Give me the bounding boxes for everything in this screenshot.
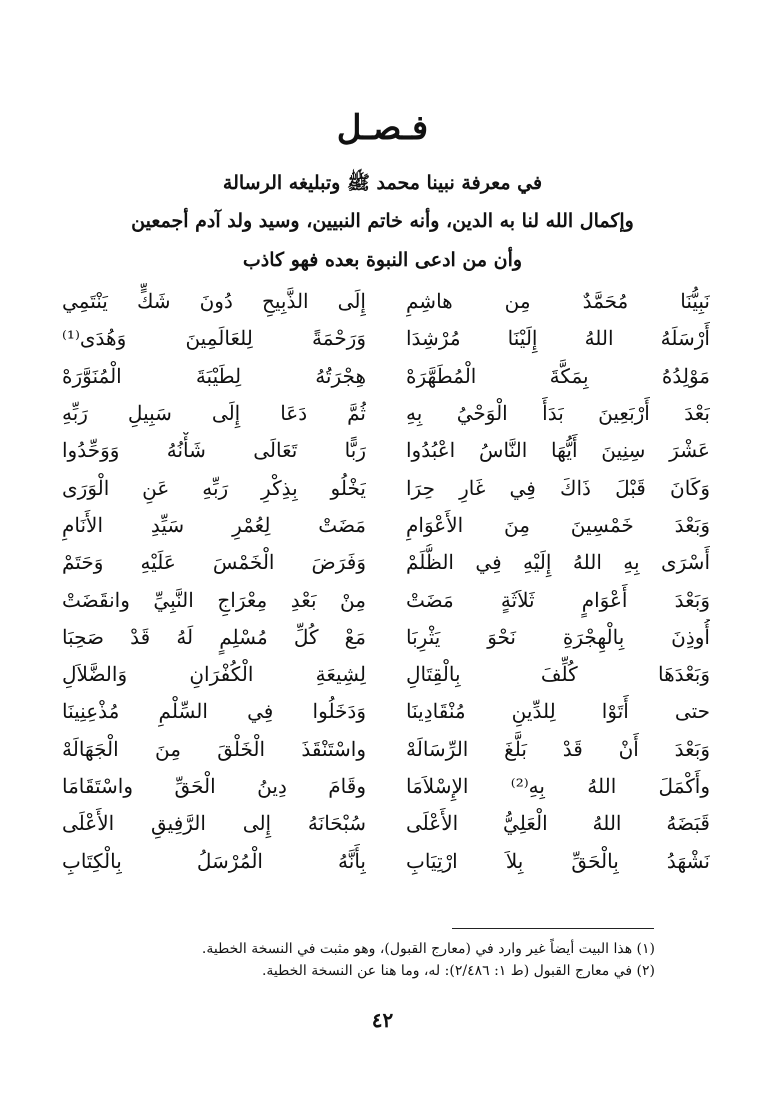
verse-row	[62, 731, 710, 768]
second-hemistich: وَفَرَضَ الْخَمْسَ عَلَيْهِ وَحَتَمْ	[62, 550, 366, 575]
second-hemistich: وقَامَ دِينُ الْحَقِّ واسْتَقَامَا	[62, 774, 366, 798]
first-hemistich: حتى أَتَوْا لِلدِّينِ مُنْقَادِينَا	[406, 699, 710, 724]
second-hemistich: يَخْلُو بِذِكْرِ رَبِّهِ عَنِ الْوَرَى	[62, 475, 366, 500]
first-hemistich: أَسْرَى بِهِ اللهُ إِلَيْهِ فِي الظُّلَمْ	[406, 550, 710, 575]
poem-verses	[62, 283, 710, 880]
first-hemistich: وَبَعْدَ أَعْوَامٍ ثَلاَثَةٍ مَضَتْ	[406, 587, 710, 612]
verse-row	[62, 507, 710, 544]
second-hemistich: وَرَحْمَةً لِلعَالَمِينَ وَهُدَى⁽¹⁾	[62, 326, 366, 351]
page-number: ٤٢	[371, 1008, 394, 1032]
first-hemistich: نَبِيُّنَا مُحَمَّدٌ مِن هاشِمِ	[406, 289, 710, 314]
second-hemistich: بِأَنَّهُ الْمُرْسَلُ بِالْكِتَابِ	[62, 848, 366, 873]
verse-row	[62, 395, 710, 432]
verse-row	[62, 656, 710, 693]
first-hemistich: وأَكْمَلَ اللهُ بِهِ⁽²⁾ الإِسْلاَمَا	[406, 774, 710, 798]
second-hemistich: وَدَخَلُوا فِي السِّلْمِ مُذْعِنِينَا	[62, 699, 366, 724]
first-hemistich: أَرْسَلَهُ اللهُ إِلَيْنَا مُرْشِدَا	[406, 326, 710, 351]
verse-row	[62, 283, 710, 320]
second-hemistich: مَضَتْ لِعُمْرِ سَيِّدِ الأَنَامِ	[62, 512, 366, 537]
second-hemistich: واسْتَنْقَذَ الْخَلْقَ مِنَ الْجَهَالَهْ	[62, 736, 366, 761]
second-hemistich: إِلَى الذَّبِيحِ دُونَ شَكٍّ يَنْتَمِي	[62, 289, 366, 314]
footnotes	[100, 938, 655, 982]
chapter-heading: فـصـل	[336, 108, 429, 148]
second-hemistich: هِجْرَتُهُ لِطَيْبَةَ الْمُنَوَّرَهْ	[62, 363, 366, 388]
verse-row	[62, 358, 710, 395]
second-hemistich: سُبْحَانَهُ إِلى الرَّفِيقِ الأَعْلَى	[62, 811, 366, 836]
subtitle-line-1: في معرفة نبينا محمد ﷺ وتبليغه الرسالة	[222, 172, 543, 194]
verse-row	[62, 432, 710, 469]
second-hemistich: مِنْ بَعْدِ مِعْرَاجِ النَّبِيِّ وانقَضَتْ	[62, 587, 366, 612]
verse-row	[62, 768, 710, 805]
first-hemistich: مَوْلِدُهُ بِمَكَّةَ الْمُطَهَّرَهْ	[406, 363, 710, 388]
verse-row	[62, 469, 710, 506]
first-hemistich: وَكَانَ قَبْلَ ذَاكَ فِي غَارِ حِرَا	[406, 475, 710, 500]
verse-row	[62, 581, 710, 618]
verse-row	[62, 842, 710, 879]
subtitle-line-2: وإكمال الله لنا به الدين، وأنه خاتم النبيين، وسيد ولد آدم أجمعين	[131, 210, 634, 232]
first-hemistich: وَبَعْدَ خَمْسِينَ مِنَ الأَعْوَامِ	[406, 512, 710, 537]
first-hemistich: بَعْدَ أَرْبَعِينَ بَدَأَ الْوَحْيُ بِهِ	[406, 401, 710, 426]
second-hemistich: رَبًّا تَعَالَى شَأْنُهُ وَوَحِّدُوا	[62, 438, 366, 463]
footnote-divider	[452, 928, 654, 929]
footnote-2: (٢) في معارج القبول (ط ١: ٢/٤٨٦): له، وما هنا عن النسخة الخطية.	[261, 963, 655, 979]
first-hemistich: قَبَضَهُ اللهُ الْعَلِيُّ الأَعْلَى	[406, 811, 710, 836]
second-hemistich: ثُمَّ دَعَا إِلَى سَبِيلِ رَبِّهِ	[62, 401, 366, 426]
first-hemistich: أُوذِنَ بِالْهِجْرَةِ نَحْوَ يَثْرِبَا	[406, 624, 710, 649]
verse-row	[62, 693, 710, 730]
first-hemistich: عَشْرَ سِنِينَ أَيُّهَا النَّاسُ اعْبُدُوا	[406, 438, 710, 463]
first-hemistich: وَبَعْدَهَا كُلِّفَ بِالْقِتَالِ	[406, 662, 710, 687]
first-hemistich: نَشْهَدُ بِالْحَقِّ بِلاَ ارْتِيَابِ	[406, 848, 710, 873]
verse-row	[62, 619, 710, 656]
second-hemistich: لِشِيعَةِ الْكُفْرَانِ وَالضَّلاَلِ	[62, 662, 366, 687]
verse-row	[62, 544, 710, 581]
subtitle-line-3: وأن من ادعى النبوة بعده فهو كاذب	[242, 249, 523, 271]
verse-row	[62, 805, 710, 842]
second-hemistich: مَعْ كُلِّ مُسْلِمٍ لَهُ قَدْ صَحِبَا	[62, 624, 366, 649]
first-hemistich: وَبَعْدَ أَنْ قَدْ بَلَّغَ الرِّسَالَهْ	[406, 736, 710, 761]
footnote-1: (١) هذا البيت أيضاً غير وارد في (معارج القبول)، وهو مثبت في النسخة الخطية.	[201, 941, 655, 957]
verse-row	[62, 320, 710, 357]
